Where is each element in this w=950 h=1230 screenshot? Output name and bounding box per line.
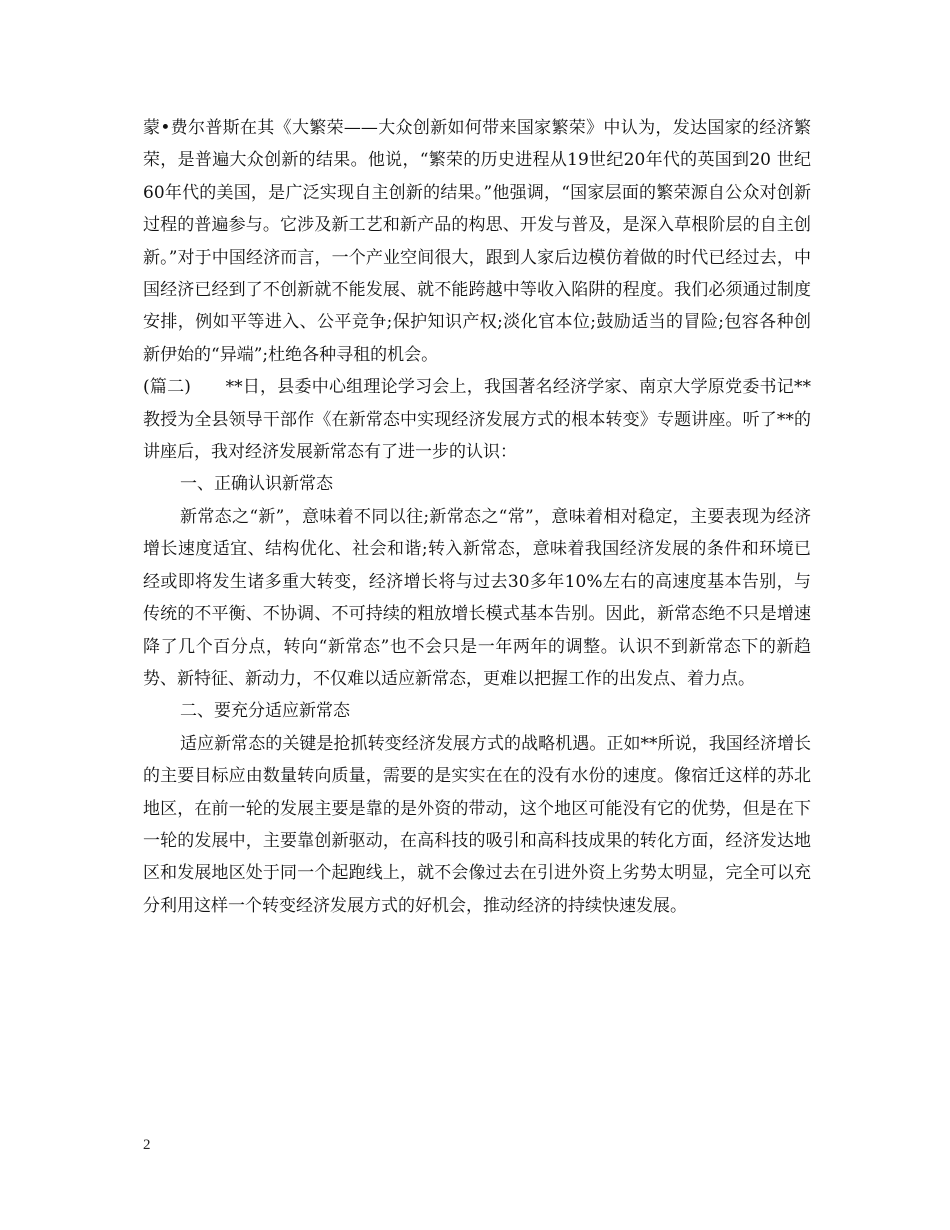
paragraph-new-normal-definition: 新常态之“新”，意味着不同以往;新常态之“常”，意味着相对稳定，主要表现为经济增长速度适宜、结构优化、社会和谐;转入新常态，意味着我国经济发展的条件和环境已经或即将发生诸多重大转变，经济增长将与过去30多年10%左右的高速度基本告别，与传统的不平衡、不协调、不可持续的粗放增长模式基本告别。因此，新常态绝不只是增速降了几个百分点，转向“新常态”也不会只是一年两年的调整。认识不到新常态下的新趋势、新特征、新动力，不仅难以适应新常态，更难以把握工作的出发点、着力点。: [143, 506, 811, 689]
section-heading-two: 二、要充分适应新常态: [180, 701, 350, 722]
page-number: 2: [143, 1137, 151, 1153]
section-heading-one: 一、正确认识新常态: [180, 474, 333, 495]
paragraph-section-two-intro: (篇二) **日，县委中心组理论学习会上，我国著名经济学家、南京大学原党委书记**教授为全县领导干部作《在新常态中实现经济发展方式的根本转变》专题讲座。听了**的讲座后，我对经济发展新常态有了进一步的认识：: [143, 377, 811, 463]
paragraph-continuation: 蒙•费尔普斯在其《大繁荣——大众创新如何带来国家繁荣》中认为，发达国家的经济繁荣，是普遍大众创新的结果。他说，“繁荣的历史进程从19世纪20年代的英国到20 世纪60年代的美国，是广泛实现自主创新的结果。”他强调，“国家层面的繁荣源自公众对创新过程的普遍参与。它涉及新工艺和新产品的构思、开发与普及，是深入草根阶层的自主创新。”对于中国经济而言，一个产业空间很大，跟到人家后边模仿着做的时代已经过去，中国经济已经到了不创新就不能发展、就不能跨越中等收入陷阱的程度。我们必须通过制度安排，例如平等进入、公平竞争;保护知识产权;淡化官本位;鼓励适当的冒险;包容各种创新伊始的“异端”;杜绝各种寻租的机会。: [143, 118, 811, 365]
document-body: [143, 112, 811, 922]
paragraph-adapt-new-normal: 适应新常态的关键是抢抓转变经济发展方式的战略机遇。正如**所说，我国经济增长的主要目标应由数量转向质量，需要的是实实在在的没有水份的速度。像宿迁这样的苏北地区，在前一轮的发展主要是靠的是外资的带动，这个地区可能没有它的优势，但是在下一轮的发展中，主要靠创新驱动，在高科技的吸引和高科技成果的转化方面，经济发达地区和发展地区处于同一个起跑线上，就不会像过去在引进外资上劣势太明显，完全可以充分利用这样一个转变经济发展方式的好机会，推动经济的持续快速发展。: [143, 733, 811, 916]
